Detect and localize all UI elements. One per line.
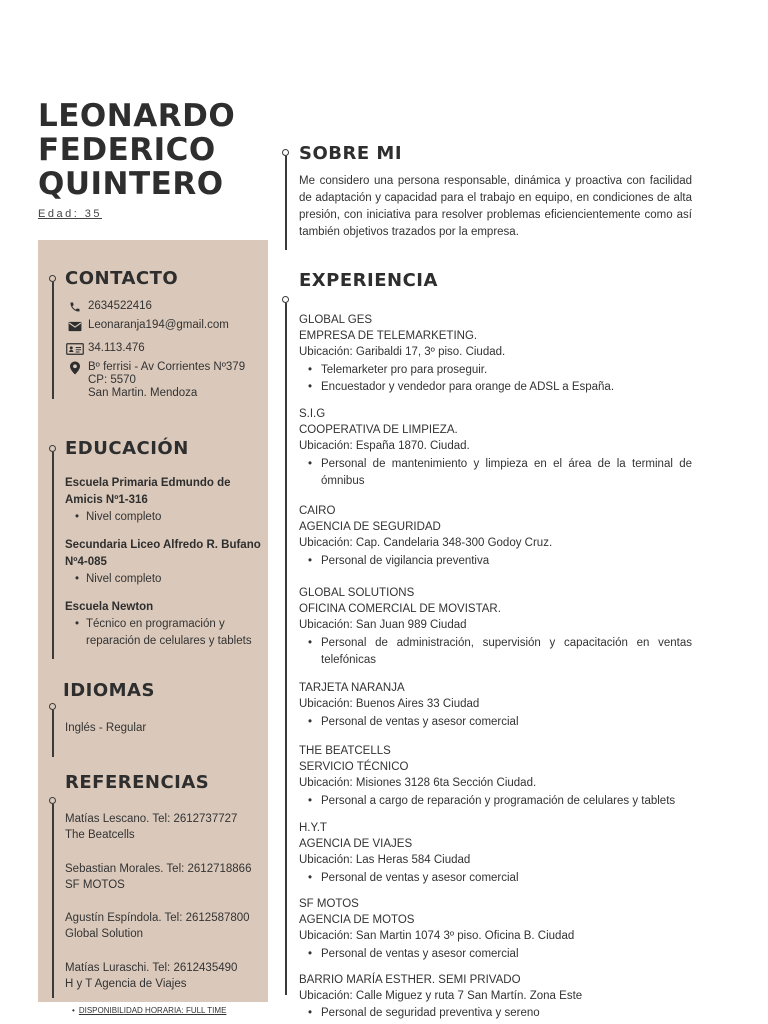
reference-company: SF MOTOS bbox=[65, 879, 125, 891]
phone-icon bbox=[66, 300, 84, 314]
address-line-1: Bº ferrisi - Av Corrientes Nº379 bbox=[88, 361, 246, 373]
education-title: EDUCACIÓN bbox=[65, 438, 189, 459]
contact-address bbox=[66, 361, 245, 400]
email-address: Leonaranja194@gmail.com bbox=[88, 319, 229, 331]
job-location: Ubicación: San Martin 1074 3º piso. Oficina B. Ciudad bbox=[299, 930, 575, 942]
job-location: Ubicación: Buenos Aires 33 Ciudad bbox=[299, 698, 480, 710]
school-name: Secundaria Liceo Alfredo R. Bufano Nº4-085 bbox=[65, 539, 261, 568]
job-duty: • Personal de administración, supervisión y capacitación en ventas telefónicas bbox=[299, 635, 692, 669]
timeline-line bbox=[285, 303, 287, 995]
about-text: Me considero una persona responsable, dinámica y proactiva con facilidad de adaptación y capacidad para el trabajo en equipo, en condiciones de alta presión, con iniciativa para resolver problemas eficiencientemente como así también objetivos trazados por la empresa. bbox=[299, 175, 692, 238]
job-company: SF MOTOS bbox=[299, 898, 359, 910]
timeline-dot bbox=[49, 797, 56, 804]
reference-item bbox=[65, 910, 250, 942]
name-line-1: LEONARDO bbox=[38, 98, 236, 134]
availability-note: • DISPONIBILIDAD HORARIA: FULL TIME bbox=[72, 1006, 226, 1015]
job-type: AGENCIA DE MOTOS bbox=[299, 914, 415, 926]
reference-contact: Sebastian Morales. Tel: 2612718866 bbox=[65, 863, 252, 875]
job-entry bbox=[299, 503, 692, 570]
timeline-line bbox=[285, 156, 287, 250]
reference-item bbox=[65, 811, 237, 843]
references-title: REFERENCIAS bbox=[65, 772, 210, 793]
job-type: SERVICIO TÉCNICO bbox=[299, 761, 409, 773]
job-duty: • Personal de ventas y asesor comercial bbox=[299, 946, 692, 963]
job-type: OFICINA COMERCIAL DE MOVISTAR. bbox=[299, 603, 501, 615]
job-company: BARRIO MARÍA ESTHER. SEMI PRIVADO bbox=[299, 974, 521, 986]
job-type: EMPRESA DE TELEMARKETING. bbox=[299, 330, 478, 342]
reference-contact: Agustín Espíndola. Tel: 2612587800 bbox=[65, 912, 250, 924]
job-location: Ubicación: Cap. Candelaria 348-300 Godoy Cruz. bbox=[299, 537, 553, 549]
name-line-2: FEDERICO bbox=[38, 132, 216, 168]
job-entry bbox=[299, 585, 692, 669]
school-detail: • Nivel completo bbox=[65, 571, 265, 588]
experience-title: EXPERIENCIA bbox=[299, 270, 438, 291]
job-company: TARJETA NARANJA bbox=[299, 682, 405, 694]
job-duty: • Personal de vigilancia preventiva bbox=[299, 553, 692, 570]
timeline-dot bbox=[49, 703, 56, 710]
job-duty: • Personal de ventas y asesor comercial bbox=[299, 870, 692, 887]
name-line-3: QUINTERO bbox=[38, 166, 224, 202]
reference-company: Global Solution bbox=[65, 928, 143, 940]
job-entry bbox=[299, 680, 692, 731]
timeline-dot bbox=[49, 445, 56, 452]
timeline-dot bbox=[49, 275, 56, 282]
location-pin-icon bbox=[66, 361, 84, 375]
timeline-line bbox=[52, 804, 54, 998]
school-detail: • Técnico en programación y reparación de celulares y tablets bbox=[65, 616, 265, 650]
job-duty: • Personal de ventas y asesor comercial bbox=[299, 714, 692, 731]
job-company: S.I.G bbox=[299, 408, 326, 420]
school-name: Escuela Newton bbox=[65, 601, 154, 613]
job-company: CAIRO bbox=[299, 505, 336, 517]
job-company: H.Y.T bbox=[299, 822, 327, 834]
job-duty: • Telemarketer pro para proseguir. bbox=[299, 362, 692, 379]
contact-email bbox=[66, 319, 229, 333]
address-line-2: CP: 5570 bbox=[88, 374, 136, 386]
reference-contact: Matías Luraschi. Tel: 2612435490 bbox=[65, 962, 238, 974]
job-entry bbox=[299, 743, 692, 810]
education-entry bbox=[65, 537, 265, 588]
job-company: GLOBAL GES bbox=[299, 314, 373, 326]
education-entry bbox=[65, 599, 265, 650]
job-company: GLOBAL SOLUTIONS bbox=[299, 587, 415, 599]
email-icon bbox=[66, 319, 84, 333]
address-line-3: San Martin. Mendoza bbox=[88, 387, 198, 399]
job-entry bbox=[299, 312, 692, 396]
id-card-icon bbox=[66, 342, 84, 356]
job-entry bbox=[299, 896, 692, 963]
school-detail: • Nivel completo bbox=[65, 509, 265, 526]
job-type: AGENCIA DE SEGURIDAD bbox=[299, 521, 441, 533]
reference-company: H y T Agencia de Viajes bbox=[65, 978, 187, 990]
contact-phone bbox=[66, 300, 152, 314]
job-duty: • Encuestador y vendedor para orange de ADSL a España. bbox=[299, 379, 692, 396]
reference-contact: Matías Lescano. Tel: 2612737727 bbox=[65, 813, 238, 825]
timeline-line bbox=[52, 710, 54, 757]
timeline-dot bbox=[282, 296, 289, 303]
languages-title: IDIOMAS bbox=[63, 680, 155, 701]
job-duty: • Personal de seguridad preventiva y sereno bbox=[299, 1006, 692, 1020]
job-location: Ubicación: Misiones 3128 6ta Sección Ciudad. bbox=[299, 777, 537, 789]
job-location: Ubicación: Las Heras 584 Ciudad bbox=[299, 854, 471, 866]
reference-item bbox=[65, 861, 251, 893]
job-type: COOPERATIVA DE LIMPIEZA. bbox=[299, 424, 458, 436]
about-title: SOBRE MI bbox=[299, 143, 403, 164]
job-entry bbox=[299, 972, 692, 1020]
reference-company: The Beatcells bbox=[65, 829, 135, 841]
phone-number: 2634522416 bbox=[88, 300, 152, 312]
job-type: AGENCIA DE VIAJES bbox=[299, 838, 413, 850]
job-duty: • Personal a cargo de reparación y programación de celulares y tablets bbox=[299, 793, 692, 810]
contact-id bbox=[66, 342, 145, 356]
language-item: Inglés - Regular bbox=[65, 722, 147, 734]
education-entry bbox=[65, 475, 265, 526]
timeline-line bbox=[52, 282, 54, 399]
job-duty: • Personal de mantenimiento y limpieza en el área de la terminal de ómnibus bbox=[299, 456, 692, 490]
job-location: Ubicación: España 1870. Ciudad. bbox=[299, 440, 470, 452]
school-name: Escuela Primaria Edmundo de Amicis Nº1-316 bbox=[65, 477, 231, 506]
id-number: 34.113.476 bbox=[88, 342, 145, 354]
job-entry bbox=[299, 820, 692, 887]
job-location: Ubicación: San Juan 989 Ciudad bbox=[299, 619, 467, 631]
contact-title: CONTACTO bbox=[65, 268, 179, 289]
reference-item bbox=[65, 960, 237, 992]
job-location: Ubicación: Calle Miguez y ruta 7 San Martín. Zona Este bbox=[299, 990, 583, 1002]
address bbox=[88, 361, 245, 400]
timeline-line bbox=[52, 452, 54, 659]
candidate-name bbox=[38, 99, 268, 201]
job-entry bbox=[299, 406, 692, 490]
job-company: THE BEATCELLS bbox=[299, 745, 391, 757]
job-location: Ubicación: Garibaldi 17, 3º piso. Ciudad. bbox=[299, 346, 506, 358]
age-label: Edad: 35 bbox=[38, 208, 103, 220]
timeline-dot bbox=[282, 149, 289, 156]
